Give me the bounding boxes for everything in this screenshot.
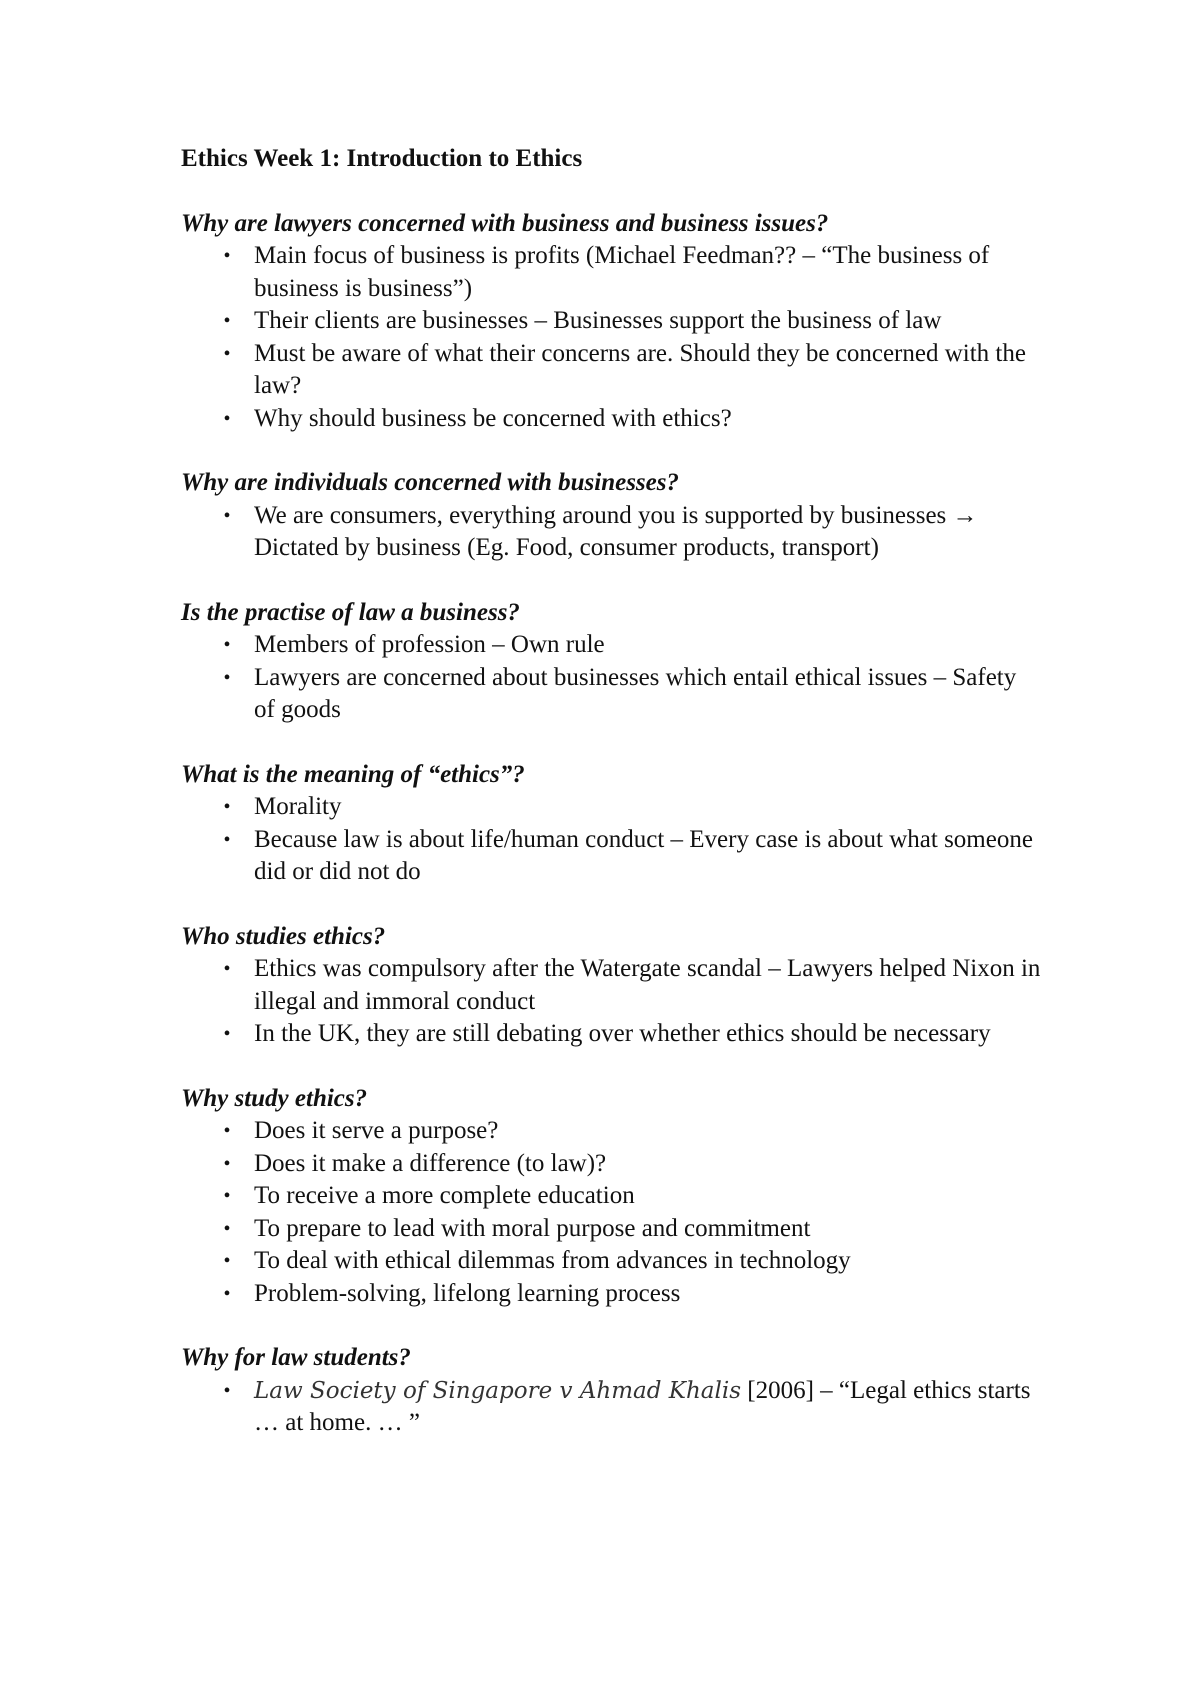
section-why-study-ethics (181, 1083, 1041, 1311)
list-item (181, 953, 1041, 1018)
list-item-text: To prepare to lead with moral purpose and commitment (254, 1214, 811, 1242)
section-lawyers-business (181, 208, 1041, 436)
list-item-text: Problem-solving, lifelong learning process (254, 1279, 681, 1307)
bullet-list (181, 953, 1041, 1051)
bullet-list (181, 240, 1041, 435)
bullet-icon: • (223, 1379, 231, 1402)
bullet-icon: • (223, 1185, 231, 1207)
section-heading: Why for law students? (181, 1344, 411, 1371)
document-content (181, 143, 1041, 1440)
bullet-list (181, 1375, 1041, 1440)
bullet-icon: • (223, 245, 231, 267)
list-item-text: Lawyers are concerned about businesses which entail ethical issues – Safety of goods (254, 663, 1017, 723)
bullet-icon: • (223, 796, 231, 818)
list-item (181, 1375, 1041, 1440)
list-item-text: Members of profession – Own rule (254, 631, 605, 658)
section-heading: Why are individuals concerned with businesses? (181, 469, 679, 496)
list-item (181, 1180, 1041, 1213)
list-item (181, 240, 1041, 305)
section-who-studies-ethics (181, 921, 1041, 1051)
section-why-for-law-students (181, 1342, 1041, 1440)
case-citation-name: Law Society of Singapore v Ahmad Khalis (254, 1377, 742, 1404)
bullet-icon: • (223, 1120, 231, 1142)
bullet-list (181, 629, 1041, 727)
bullet-icon: • (223, 342, 231, 365)
list-item (181, 1278, 1041, 1311)
list-item-text: Does it make a difference (to law)? (254, 1149, 607, 1177)
bullet-icon: • (223, 310, 231, 332)
list-item (181, 662, 1041, 727)
list-item (181, 629, 1041, 662)
list-item-text: Because law is about life/human conduct – Every case is about what someone did or did not do (254, 825, 1033, 885)
list-item (181, 338, 1041, 403)
section-heading: What is the meaning of “ethics”? (181, 760, 525, 788)
list-item (181, 1115, 1041, 1148)
list-item (181, 824, 1041, 889)
section-meaning-of-ethics (181, 759, 1041, 889)
list-item (181, 500, 1041, 565)
list-item-text: Main focus of business is profits (Michael Feedman?? – “The business of business is business”) (254, 242, 990, 302)
list-item (181, 1148, 1041, 1181)
list-item-text: Why should business be concerned with ethics? (254, 404, 732, 432)
list-item-text: Must be aware of what their concerns are. Should they be concerned with the law? (254, 339, 1026, 399)
bullet-icon: • (223, 666, 231, 689)
list-item-text: Morality (254, 793, 342, 820)
list-item-text: We are consumers, everything around you is supported by businesses → Dictated by business (Eg. Food, consumer products, transport) (254, 501, 978, 561)
bullet-icon: • (223, 1152, 231, 1175)
list-item-text: In the UK, they are still debating over whether ethics should be necessary (254, 1020, 991, 1047)
bullet-list (181, 1115, 1041, 1310)
list-item (181, 1213, 1041, 1246)
case-citation-rest: [2006] – “Legal ethics starts … at home. … ” (254, 1376, 1031, 1436)
bullet-icon: • (223, 504, 231, 527)
list-item (181, 305, 1041, 338)
section-heading: Who studies ethics? (181, 922, 386, 950)
bullet-icon: • (223, 1217, 231, 1240)
bullet-icon: • (223, 634, 231, 656)
bullet-icon: • (223, 407, 231, 430)
bullet-icon: • (223, 958, 231, 980)
section-practise-of-law (181, 597, 1041, 727)
section-heading: Why are lawyers concerned with business and business issues? (181, 209, 829, 237)
list-item (181, 1245, 1041, 1278)
bullet-list (181, 791, 1041, 889)
list-item-text: To deal with ethical dilemmas from advances in technology (254, 1247, 851, 1274)
list-item (181, 1018, 1041, 1051)
list-item-text: To receive a more complete education (254, 1182, 635, 1209)
bullet-icon: • (223, 1250, 231, 1272)
bullet-icon: • (223, 1023, 231, 1045)
list-item (181, 791, 1041, 824)
list-item-text: Ethics was compulsory after the Watergate scandal – Lawyers helped Nixon in illegal and immoral conduct (254, 955, 1041, 1015)
bullet-icon: • (223, 828, 231, 851)
document-title: Ethics Week 1: Introduction to Ethics (181, 145, 583, 172)
section-heading: Is the practise of law a business? (181, 598, 520, 626)
section-heading: Why study ethics? (181, 1084, 368, 1112)
bullet-list (181, 500, 1041, 565)
bullet-icon: • (223, 1282, 231, 1305)
list-item-text: Does it serve a purpose? (254, 1117, 499, 1144)
list-item (181, 403, 1041, 436)
section-individuals-business (181, 467, 1041, 565)
list-item-text: Their clients are businesses – Businesses support the business of law (254, 307, 942, 334)
